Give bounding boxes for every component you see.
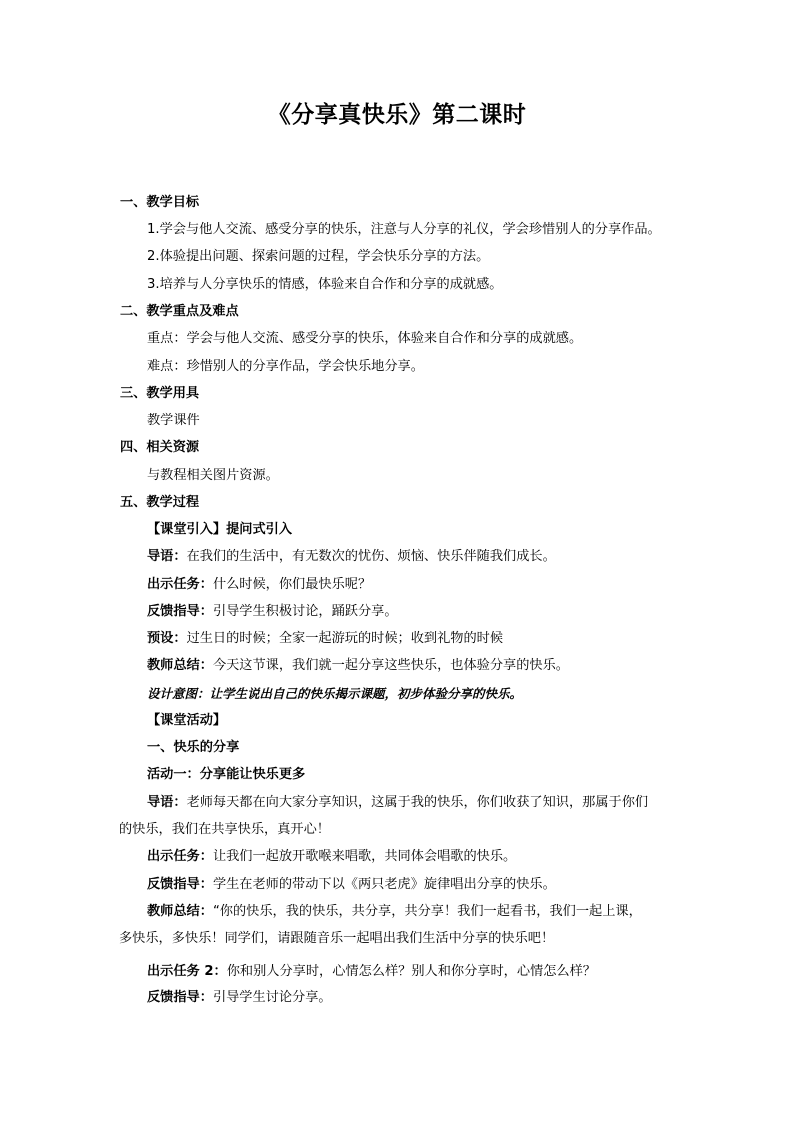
a1-feedback-label: 反馈指导： <box>147 877 213 892</box>
task-text: 什么时候，你们最快乐呢？ <box>212 577 372 592</box>
part1-heading: 一、快乐的分享 <box>147 740 240 755</box>
intro-summary-line <box>147 657 569 675</box>
a1-task2-line <box>147 963 596 981</box>
a1-feedback2-text: 引导学生讨论分享。 <box>212 990 332 1005</box>
a1-feedback2-line <box>147 989 332 1007</box>
a1-summary-line-1 <box>147 903 642 921</box>
lead-label: 导语： <box>147 549 187 564</box>
a1-lead-line-1 <box>147 794 648 812</box>
a1-feedback-text: 学生在老师的带动下以《两只老虎》旋律唱出分享的快乐。 <box>212 877 556 892</box>
document-title: 《分享真快乐》第二课时 <box>267 101 527 128</box>
summary-label: 教师总结： <box>147 658 213 673</box>
goal-item-1: 1.学会与他人交流、感受分享的快乐，注意与人分享的礼仪，学会珍惜别人的分享作品。 <box>147 222 661 237</box>
resources-text: 与教程相关图片资源。 <box>147 468 279 483</box>
goal-item-2: 2.体验提出问题、探索问题的过程，学会快乐分享的方法。 <box>147 249 490 264</box>
intro-preset-line <box>147 630 503 648</box>
lead-text: 在我们的生活中，有无数次的忧伤、烦恼、快乐伴随我们成长。 <box>186 549 556 564</box>
difficulty-text: 难点：珍惜别人的分享作品，学会快乐地分享。 <box>147 359 424 374</box>
section-heading-tools: 三、教学用具 <box>120 386 200 401</box>
a1-lead-text-1: 老师每天都在向大家分享知识，这属于我的快乐，你们收获了知识，那属于你们 <box>186 795 649 810</box>
intro-lead-line <box>147 548 556 566</box>
a1-task-line <box>147 848 516 866</box>
a1-feedback-line <box>147 876 556 894</box>
intro-heading: 【课堂引入】提问式引入 <box>147 522 293 537</box>
a1-summary-label: 教师总结： <box>147 904 213 919</box>
tools-text: 教学课件 <box>147 413 200 428</box>
design-intent-text: 设计意图：让学生说出自己的快乐揭示课题，初步体验分享的快乐。 <box>147 686 523 701</box>
a1-lead-label: 导语： <box>147 795 187 810</box>
goal-item-3: 3.培养与人分享快乐的情感，体验来自合作和分享的成就感。 <box>147 277 503 292</box>
section-heading-process: 五、教学过程 <box>120 495 200 510</box>
preset-label: 预设： <box>147 631 187 646</box>
a1-task-label: 出示任务： <box>147 849 213 864</box>
section-heading-objectives: 一、教学目标 <box>120 195 200 210</box>
activity1-heading: 活动一：分享能让快乐更多 <box>147 767 306 782</box>
task-label: 出示任务： <box>147 577 213 592</box>
a1-task2-text: 你和别人分享时，心情怎么样？别人和你分享时，心情怎么样？ <box>226 964 596 979</box>
a1-feedback2-label: 反馈指导： <box>147 990 213 1005</box>
activity-heading: 【课堂活动】 <box>147 713 227 728</box>
a1-summary-text-1: “你的快乐，我的快乐，共分享，共分享！我们一起看书，我们一起上课， <box>212 904 642 919</box>
intro-feedback-line <box>147 603 398 621</box>
intro-task-line <box>147 576 371 594</box>
key-point-text: 重点：学会与他人交流、感受分享的快乐，体验来自合作和分享的成就感。 <box>147 331 583 346</box>
a1-lead-text-2: 的快乐，我们在共享快乐，真开心！ <box>119 822 330 837</box>
feedback-text: 引导学生积极讨论，踊跃分享。 <box>212 604 398 619</box>
a1-summary-text-2: 多快乐，多快乐！同学们，请跟随音乐一起唱出我们生活中分享的快乐吧！ <box>119 931 555 946</box>
a1-task2-label: 出示任务 2： <box>147 964 227 979</box>
preset-text: 过生日的时候；全家一起游玩的时候；收到礼物的时候 <box>186 631 504 646</box>
a1-task-text: 让我们一起放开歌喉来唱歌，共同体会唱歌的快乐。 <box>212 849 517 864</box>
summary-text: 今天这节课，我们就一起分享这些快乐，也体验分享的快乐。 <box>212 658 569 673</box>
section-heading-key-points: 二、教学重点及难点 <box>120 304 239 319</box>
section-heading-resources: 四、相关资源 <box>120 440 200 455</box>
feedback-label: 反馈指导： <box>147 604 213 619</box>
